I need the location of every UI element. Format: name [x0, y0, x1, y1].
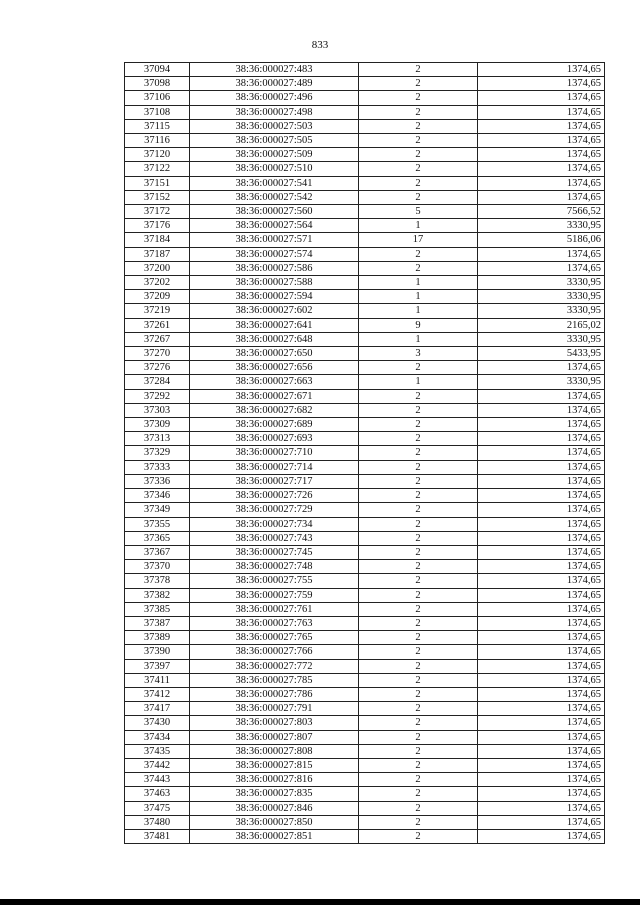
table-row — [125, 219, 605, 233]
table-row — [125, 432, 605, 446]
table-row — [125, 290, 605, 304]
record-number-cell: 37284 — [125, 375, 190, 389]
cadastral-number-cell: 38:36:000027:759 — [190, 588, 359, 602]
table-row — [125, 673, 605, 687]
count-cell: 2 — [359, 574, 478, 588]
cadastral-number-cell: 38:36:000027:505 — [190, 134, 359, 148]
value-cell: 1374,65 — [478, 105, 605, 119]
record-number-cell: 37120 — [125, 148, 190, 162]
table-row — [125, 531, 605, 545]
record-number-cell: 37336 — [125, 474, 190, 488]
record-number-cell: 37355 — [125, 517, 190, 531]
value-cell: 1374,65 — [478, 758, 605, 772]
cadastral-number-cell: 38:36:000027:772 — [190, 659, 359, 673]
record-number-cell: 37152 — [125, 190, 190, 204]
count-cell: 2 — [359, 588, 478, 602]
value-cell: 1374,65 — [478, 176, 605, 190]
record-number-cell: 37385 — [125, 602, 190, 616]
table-row — [125, 801, 605, 815]
count-cell: 2 — [359, 474, 478, 488]
cadastral-number-cell: 38:36:000027:729 — [190, 503, 359, 517]
table-row — [125, 205, 605, 219]
cadastral-number-cell: 38:36:000027:509 — [190, 148, 359, 162]
table-row — [125, 815, 605, 829]
table-row — [125, 77, 605, 91]
record-number-cell: 37434 — [125, 730, 190, 744]
cadastral-number-cell: 38:36:000027:498 — [190, 105, 359, 119]
table-row — [125, 560, 605, 574]
table-row — [125, 148, 605, 162]
table-row — [125, 361, 605, 375]
count-cell: 2 — [359, 787, 478, 801]
table-row — [125, 758, 605, 772]
cadastral-number-cell: 38:36:000027:650 — [190, 347, 359, 361]
count-cell: 2 — [359, 460, 478, 474]
record-number-cell: 37346 — [125, 489, 190, 503]
record-number-cell: 37122 — [125, 162, 190, 176]
table-row — [125, 489, 605, 503]
value-cell: 1374,65 — [478, 432, 605, 446]
count-cell: 9 — [359, 318, 478, 332]
record-number-cell: 37151 — [125, 176, 190, 190]
table-row — [125, 616, 605, 630]
count-cell: 2 — [359, 517, 478, 531]
record-number-cell: 37200 — [125, 261, 190, 275]
cadastral-number-cell: 38:36:000027:571 — [190, 233, 359, 247]
value-cell: 1374,65 — [478, 77, 605, 91]
table-row — [125, 730, 605, 744]
count-cell: 2 — [359, 560, 478, 574]
record-number-cell: 37292 — [125, 389, 190, 403]
value-cell: 5433,95 — [478, 347, 605, 361]
record-number-cell: 37390 — [125, 645, 190, 659]
count-cell: 1 — [359, 290, 478, 304]
value-cell: 1374,65 — [478, 673, 605, 687]
value-cell: 1374,65 — [478, 531, 605, 545]
value-cell: 1374,65 — [478, 560, 605, 574]
record-number-cell: 37349 — [125, 503, 190, 517]
cadastral-number-cell: 38:36:000027:786 — [190, 687, 359, 701]
record-number-cell: 37115 — [125, 119, 190, 133]
count-cell: 1 — [359, 276, 478, 290]
count-cell: 2 — [359, 119, 478, 133]
record-number-cell: 37475 — [125, 801, 190, 815]
count-cell: 2 — [359, 446, 478, 460]
count-cell: 2 — [359, 403, 478, 417]
cadastral-number-cell: 38:36:000027:791 — [190, 702, 359, 716]
count-cell: 2 — [359, 602, 478, 616]
cadastral-number-cell: 38:36:000027:766 — [190, 645, 359, 659]
value-cell: 1374,65 — [478, 190, 605, 204]
record-number-cell: 37329 — [125, 446, 190, 460]
record-number-cell: 37412 — [125, 687, 190, 701]
value-cell: 3330,95 — [478, 375, 605, 389]
table-row — [125, 545, 605, 559]
value-cell: 1374,65 — [478, 489, 605, 503]
count-cell: 2 — [359, 162, 478, 176]
count-cell: 2 — [359, 758, 478, 772]
value-cell: 1374,65 — [478, 474, 605, 488]
page-number: 833 — [311, 39, 329, 51]
value-cell: 1374,65 — [478, 829, 605, 843]
table-row — [125, 645, 605, 659]
record-number-cell: 37417 — [125, 702, 190, 716]
value-cell: 1374,65 — [478, 361, 605, 375]
table-body — [125, 63, 605, 844]
count-cell: 2 — [359, 418, 478, 432]
value-cell: 2165,02 — [478, 318, 605, 332]
record-number-cell: 37267 — [125, 332, 190, 346]
table-row — [125, 631, 605, 645]
count-cell: 1 — [359, 219, 478, 233]
table-row — [125, 176, 605, 190]
count-cell: 2 — [359, 503, 478, 517]
count-cell: 2 — [359, 261, 478, 275]
cadastral-number-cell: 38:36:000027:542 — [190, 190, 359, 204]
value-cell: 1374,65 — [478, 261, 605, 275]
table-row — [125, 503, 605, 517]
count-cell: 2 — [359, 631, 478, 645]
value-cell: 1374,65 — [478, 659, 605, 673]
record-number-cell: 37209 — [125, 290, 190, 304]
table-row — [125, 403, 605, 417]
table-row — [125, 332, 605, 346]
record-number-cell: 37219 — [125, 304, 190, 318]
count-cell: 2 — [359, 91, 478, 105]
cadastral-number-cell: 38:36:000027:765 — [190, 631, 359, 645]
record-number-cell: 37411 — [125, 673, 190, 687]
cadastral-number-cell: 38:36:000027:648 — [190, 332, 359, 346]
table-row — [125, 190, 605, 204]
count-cell: 2 — [359, 730, 478, 744]
value-cell: 7566,52 — [478, 205, 605, 219]
value-cell: 1374,65 — [478, 616, 605, 630]
table-row — [125, 375, 605, 389]
cadastral-number-cell: 38:36:000027:717 — [190, 474, 359, 488]
value-cell: 3330,95 — [478, 219, 605, 233]
count-cell: 2 — [359, 829, 478, 843]
cadastral-number-cell: 38:36:000027:710 — [190, 446, 359, 460]
cadastral-number-cell: 38:36:000027:574 — [190, 247, 359, 261]
count-cell: 2 — [359, 190, 478, 204]
record-number-cell: 37108 — [125, 105, 190, 119]
record-number-cell: 37187 — [125, 247, 190, 261]
count-cell: 17 — [359, 233, 478, 247]
record-number-cell: 37481 — [125, 829, 190, 843]
table-row — [125, 716, 605, 730]
table-row — [125, 247, 605, 261]
record-number-cell: 37184 — [125, 233, 190, 247]
table-row — [125, 787, 605, 801]
cadastral-number-cell: 38:36:000027:726 — [190, 489, 359, 503]
count-cell: 2 — [359, 148, 478, 162]
table-row — [125, 318, 605, 332]
cadastral-number-cell: 38:36:000027:682 — [190, 403, 359, 417]
record-number-cell: 37443 — [125, 773, 190, 787]
record-number-cell: 37367 — [125, 545, 190, 559]
value-cell: 3330,95 — [478, 276, 605, 290]
cadastral-number-cell: 38:36:000027:755 — [190, 574, 359, 588]
value-cell: 1374,65 — [478, 91, 605, 105]
cadastral-number-cell: 38:36:000027:560 — [190, 205, 359, 219]
value-cell: 1374,65 — [478, 403, 605, 417]
count-cell: 1 — [359, 332, 478, 346]
count-cell: 2 — [359, 716, 478, 730]
value-cell: 1374,65 — [478, 460, 605, 474]
value-cell: 1374,65 — [478, 418, 605, 432]
cadastral-number-cell: 38:36:000027:803 — [190, 716, 359, 730]
record-number-cell: 37098 — [125, 77, 190, 91]
value-cell: 3330,95 — [478, 304, 605, 318]
count-cell: 2 — [359, 815, 478, 829]
count-cell: 2 — [359, 687, 478, 701]
value-cell: 1374,65 — [478, 744, 605, 758]
table-row — [125, 91, 605, 105]
value-cell: 5186,06 — [478, 233, 605, 247]
record-number-cell: 37202 — [125, 276, 190, 290]
table-row — [125, 574, 605, 588]
count-cell: 1 — [359, 375, 478, 389]
cadastral-number-cell: 38:36:000027:689 — [190, 418, 359, 432]
cadastral-number-cell: 38:36:000027:808 — [190, 744, 359, 758]
count-cell: 2 — [359, 63, 478, 77]
scan-edge-bar — [0, 899, 640, 905]
count-cell: 2 — [359, 389, 478, 403]
table-row — [125, 63, 605, 77]
table-row — [125, 474, 605, 488]
table-row — [125, 517, 605, 531]
table-row — [125, 418, 605, 432]
cadastral-number-cell: 38:36:000027:850 — [190, 815, 359, 829]
record-number-cell: 37276 — [125, 361, 190, 375]
count-cell: 1 — [359, 304, 478, 318]
record-number-cell: 37387 — [125, 616, 190, 630]
record-number-cell: 37365 — [125, 531, 190, 545]
cadastral-number-cell: 38:36:000027:483 — [190, 63, 359, 77]
count-cell: 2 — [359, 531, 478, 545]
table-row — [125, 460, 605, 474]
value-cell: 1374,65 — [478, 148, 605, 162]
record-number-cell: 37303 — [125, 403, 190, 417]
table-row — [125, 347, 605, 361]
value-cell: 1374,65 — [478, 503, 605, 517]
value-cell: 1374,65 — [478, 588, 605, 602]
value-cell: 1374,65 — [478, 247, 605, 261]
value-cell: 1374,65 — [478, 730, 605, 744]
table-row — [125, 446, 605, 460]
value-cell: 1374,65 — [478, 787, 605, 801]
cadastral-number-cell: 38:36:000027:745 — [190, 545, 359, 559]
count-cell: 2 — [359, 134, 478, 148]
cadastral-number-cell: 38:36:000027:588 — [190, 276, 359, 290]
record-number-cell: 37397 — [125, 659, 190, 673]
value-cell: 1374,65 — [478, 119, 605, 133]
value-cell: 3330,95 — [478, 290, 605, 304]
cadastral-number-cell: 38:36:000027:586 — [190, 261, 359, 275]
cadastral-number-cell: 38:36:000027:734 — [190, 517, 359, 531]
table-row — [125, 687, 605, 701]
cadastral-number-cell: 38:36:000027:748 — [190, 560, 359, 574]
cadastral-number-cell: 38:36:000027:785 — [190, 673, 359, 687]
record-number-cell: 37480 — [125, 815, 190, 829]
record-number-cell: 37333 — [125, 460, 190, 474]
cadastral-number-cell: 38:36:000027:693 — [190, 432, 359, 446]
record-number-cell: 37176 — [125, 219, 190, 233]
cadastral-number-cell: 38:36:000027:763 — [190, 616, 359, 630]
value-cell: 1374,65 — [478, 773, 605, 787]
table-row — [125, 134, 605, 148]
value-cell: 1374,65 — [478, 716, 605, 730]
record-number-cell: 37389 — [125, 631, 190, 645]
record-number-cell: 37442 — [125, 758, 190, 772]
cadastral-number-cell: 38:36:000027:816 — [190, 773, 359, 787]
cadastral-number-cell: 38:36:000027:602 — [190, 304, 359, 318]
table-row — [125, 773, 605, 787]
data-table — [124, 62, 605, 844]
count-cell: 2 — [359, 545, 478, 559]
count-cell: 2 — [359, 801, 478, 815]
cadastral-number-cell: 38:36:000027:510 — [190, 162, 359, 176]
record-number-cell: 37463 — [125, 787, 190, 801]
cadastral-number-cell: 38:36:000027:743 — [190, 531, 359, 545]
cadastral-number-cell: 38:36:000027:807 — [190, 730, 359, 744]
table-row — [125, 304, 605, 318]
record-number-cell: 37172 — [125, 205, 190, 219]
value-cell: 1374,65 — [478, 702, 605, 716]
count-cell: 2 — [359, 105, 478, 119]
value-cell: 1374,65 — [478, 574, 605, 588]
count-cell: 2 — [359, 673, 478, 687]
value-cell: 1374,65 — [478, 134, 605, 148]
table-row — [125, 261, 605, 275]
record-number-cell: 37094 — [125, 63, 190, 77]
value-cell: 1374,65 — [478, 389, 605, 403]
cadastral-number-cell: 38:36:000027:541 — [190, 176, 359, 190]
value-cell: 1374,65 — [478, 545, 605, 559]
cadastral-number-cell: 38:36:000027:503 — [190, 119, 359, 133]
record-number-cell: 37430 — [125, 716, 190, 730]
cadastral-number-cell: 38:36:000027:663 — [190, 375, 359, 389]
table-row — [125, 119, 605, 133]
cadastral-number-cell: 38:36:000027:761 — [190, 602, 359, 616]
table-row — [125, 162, 605, 176]
count-cell: 2 — [359, 616, 478, 630]
value-cell: 1374,65 — [478, 162, 605, 176]
value-cell: 3330,95 — [478, 332, 605, 346]
cadastral-number-cell: 38:36:000027:851 — [190, 829, 359, 843]
cadastral-number-cell: 38:36:000027:656 — [190, 361, 359, 375]
table-row — [125, 659, 605, 673]
cadastral-number-cell: 38:36:000027:594 — [190, 290, 359, 304]
record-number-cell: 37370 — [125, 560, 190, 574]
cadastral-number-cell: 38:36:000027:671 — [190, 389, 359, 403]
cadastral-number-cell: 38:36:000027:641 — [190, 318, 359, 332]
count-cell: 5 — [359, 205, 478, 219]
cadastral-number-cell: 38:36:000027:564 — [190, 219, 359, 233]
count-cell: 2 — [359, 702, 478, 716]
value-cell: 1374,65 — [478, 446, 605, 460]
count-cell: 2 — [359, 744, 478, 758]
cadastral-number-cell: 38:36:000027:489 — [190, 77, 359, 91]
table-row — [125, 389, 605, 403]
count-cell: 2 — [359, 361, 478, 375]
count-cell: 2 — [359, 489, 478, 503]
record-number-cell: 37106 — [125, 91, 190, 105]
record-number-cell: 37309 — [125, 418, 190, 432]
cadastral-number-cell: 38:36:000027:815 — [190, 758, 359, 772]
record-number-cell: 37382 — [125, 588, 190, 602]
record-number-cell: 37261 — [125, 318, 190, 332]
value-cell: 1374,65 — [478, 631, 605, 645]
record-number-cell: 37116 — [125, 134, 190, 148]
value-cell: 1374,65 — [478, 687, 605, 701]
record-number-cell: 37435 — [125, 744, 190, 758]
table-row — [125, 276, 605, 290]
value-cell: 1374,65 — [478, 63, 605, 77]
count-cell: 2 — [359, 432, 478, 446]
record-number-cell: 37313 — [125, 432, 190, 446]
table-row — [125, 702, 605, 716]
count-cell: 2 — [359, 247, 478, 261]
value-cell: 1374,65 — [478, 517, 605, 531]
count-cell: 2 — [359, 77, 478, 91]
cadastral-number-cell: 38:36:000027:846 — [190, 801, 359, 815]
count-cell: 2 — [359, 176, 478, 190]
value-cell: 1374,65 — [478, 815, 605, 829]
table-row — [125, 588, 605, 602]
table-row — [125, 744, 605, 758]
table-row — [125, 233, 605, 247]
count-cell: 2 — [359, 773, 478, 787]
value-cell: 1374,65 — [478, 801, 605, 815]
count-cell: 2 — [359, 659, 478, 673]
count-cell: 3 — [359, 347, 478, 361]
table-row — [125, 829, 605, 843]
table-row — [125, 602, 605, 616]
value-cell: 1374,65 — [478, 602, 605, 616]
table-row — [125, 105, 605, 119]
value-cell: 1374,65 — [478, 645, 605, 659]
count-cell: 2 — [359, 645, 478, 659]
record-number-cell: 37378 — [125, 574, 190, 588]
cadastral-number-cell: 38:36:000027:835 — [190, 787, 359, 801]
cadastral-number-cell: 38:36:000027:496 — [190, 91, 359, 105]
record-number-cell: 37270 — [125, 347, 190, 361]
cadastral-number-cell: 38:36:000027:714 — [190, 460, 359, 474]
